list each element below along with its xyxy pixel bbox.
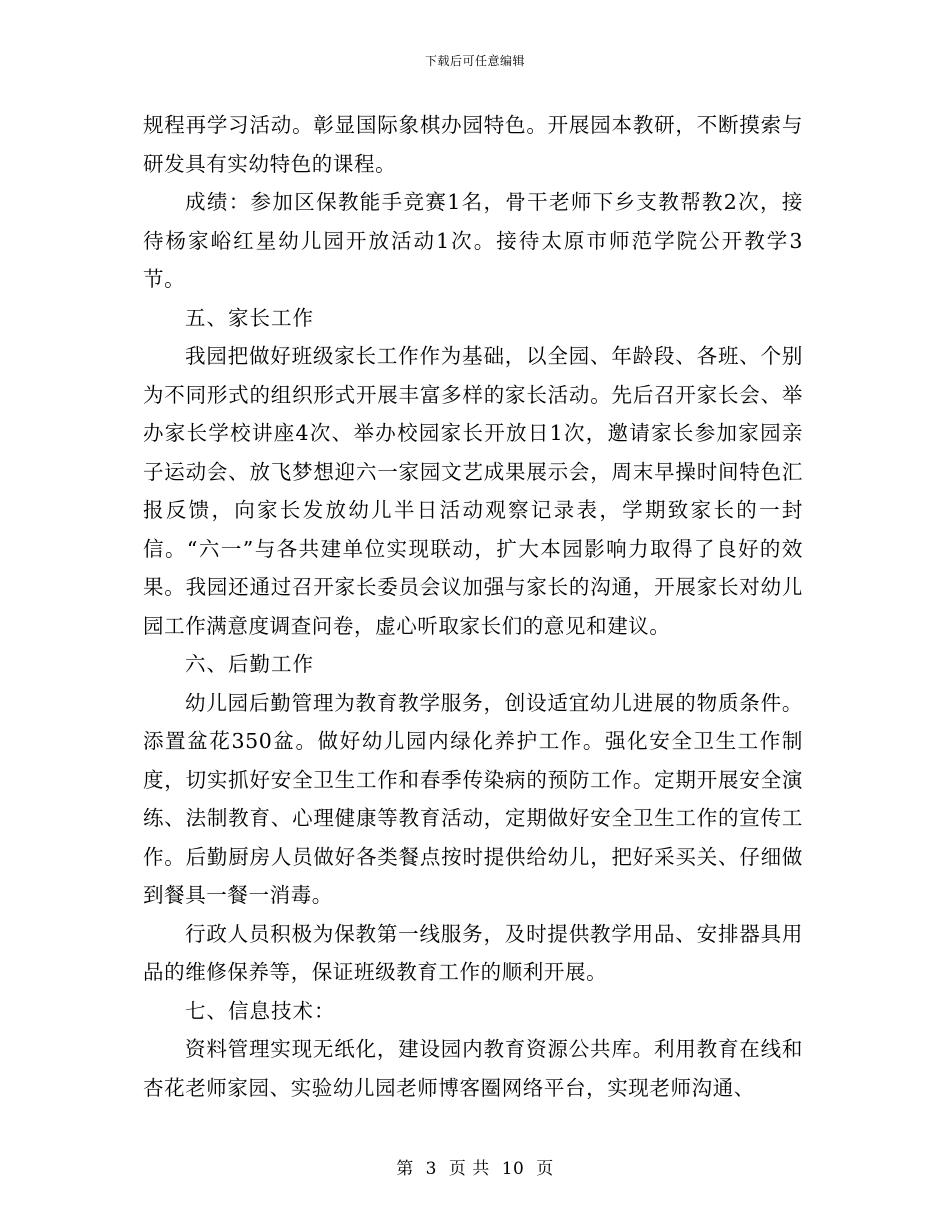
page-header: 下载后可任意编辑 <box>424 54 525 68</box>
document-body <box>143 106 803 1107</box>
paragraph-achievements: 成绩：参加区保教能手竞赛1名，骨干老师下乡支教帮教2次，接待杨家峪红星幼儿园开放活动1次。接待太原市师范学院公开教学3节。 <box>143 190 803 291</box>
section-heading-it: 七、信息技术： <box>185 998 336 1023</box>
total-page-count: 10 <box>501 1159 525 1179</box>
current-page-number: 3 <box>425 1159 437 1179</box>
page-footer <box>0 1154 950 1179</box>
paragraph-administration: 行政人员积极为保教第一线服务，及时提供教学用品、安排器具用品的维修保养等，保证班级教育工作的顺利开展。 <box>143 921 803 984</box>
footer-prefix: 第 <box>396 1159 414 1179</box>
paragraph-logistics: 幼儿园后勤管理为教育教学服务，创设适宜幼儿进展的物质条件。添置盆花350盆。做好幼儿园内绿化养护工作。强化安全卫生工作制度，切实抓好安全卫生工作和春季传染病的预防工作。定期开展安全演练、法制教育、心理健康等教育活动，定期做好安全卫生工作的宣传工作。后勤厨房人员做好各类餐点按时提供给幼儿，把好采买关、仔细做到餐具一餐一消毒。 <box>143 690 803 907</box>
footer-suffix: 页 <box>536 1159 554 1179</box>
section-heading-parent-work: 五、家长工作 <box>185 305 314 330</box>
paragraph-curriculum: 规程再学习活动。彰显国际象棋办园特色。开展园本教研，不断摸索与研发具有实幼特色的课程。 <box>143 113 803 176</box>
section-heading-logistics: 六、后勤工作 <box>185 652 314 676</box>
paragraph-parent-work: 我园把做好班级家长工作作为基础，以全园、年龄段、各班、个别为不同形式的组织形式开展丰富多样的家长活动。先后召开家长会、举办家长学校讲座4次、举办校园家长开放日1次，邀请家长参加家园亲子运动会、放飞梦想迎六一家园文艺成果展示会，周末早操时间特色汇报反馈，向家长发放幼儿半日活动观察记录表，学期致家长的一封信。“六一”与各共建单位实现联动，扩大本园影响力取得了良好的效果。我园还通过召开家长委员会议加强与家长的沟通，开展家长对幼儿园工作满意度调查问卷，虚心听取家长们的意见和建议。 <box>143 344 803 638</box>
footer-middle: 页 共 <box>448 1159 490 1179</box>
paragraph-it: 资料管理实现无纸化，建设园内教育资源公共库。利用教育在线和杏花老师家园、实验幼儿园老师博客圈网络平台，实现老师沟通、 <box>143 1037 803 1100</box>
